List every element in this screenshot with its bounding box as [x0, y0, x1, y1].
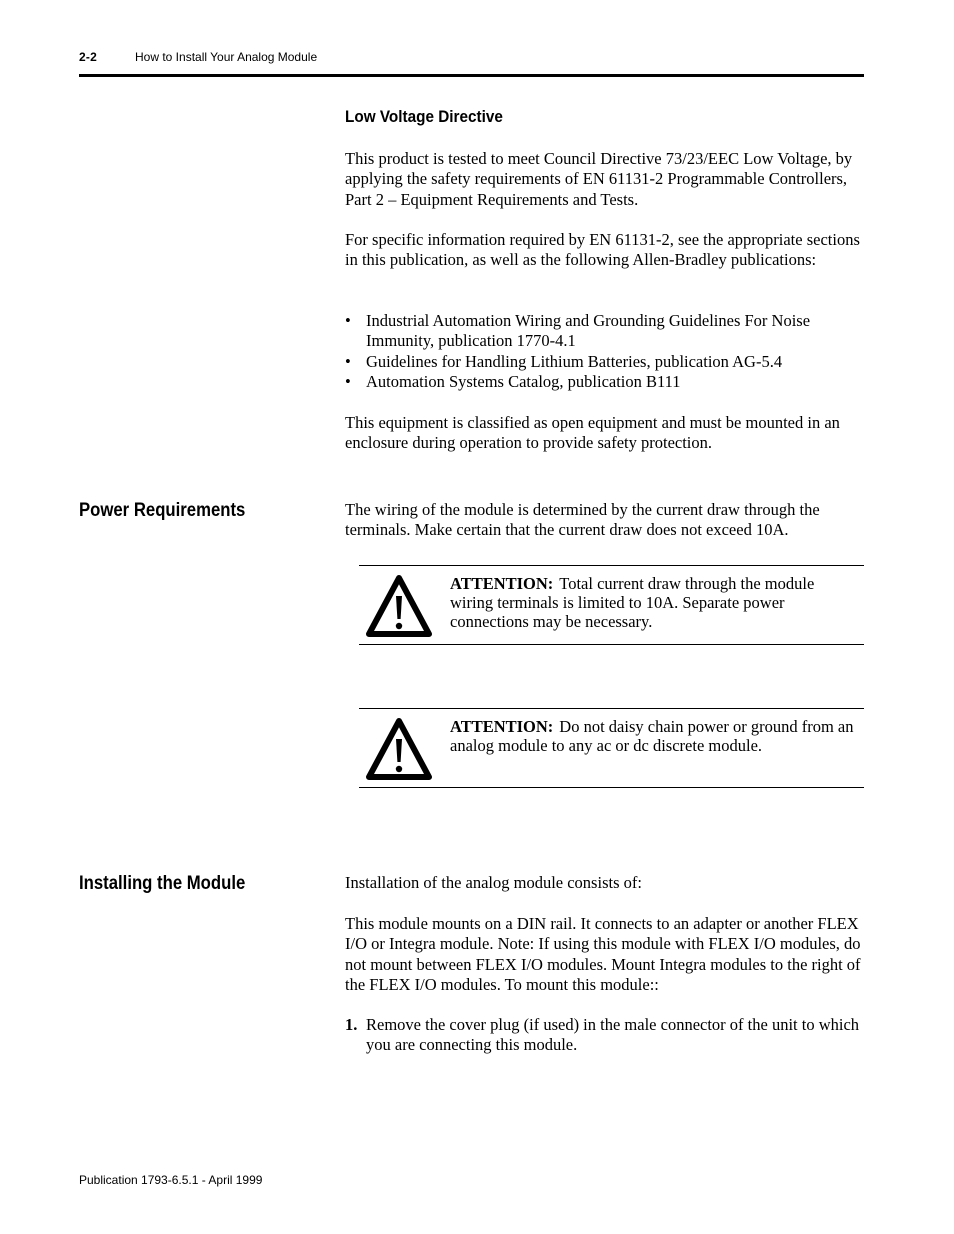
attention-message: Do not daisy chain power or ground from an analog module to any ac or dc discrete module. — [450, 717, 854, 755]
publication-footer: Publication 1793-6.5.1 - April 1999 — [79, 1173, 263, 1187]
installing-module-heading: Installing the Module — [79, 873, 246, 894]
power-requirements-paragraph: The wiring of the module is determined by the current draw through the terminals. Make certain that the current draw does not exceed 10A. — [345, 500, 820, 540]
list-item-text: Automation Systems Catalog, publication B111 — [366, 372, 681, 392]
installing-paragraph-1: Installation of the analog module consists of: — [345, 873, 642, 892]
bullet-icon: • — [345, 372, 351, 392]
step-number: 1. — [345, 1015, 358, 1034]
attention-text-1 — [450, 574, 860, 631]
attention-message: Total current draw through the module wiring terminals is limited to 10A. Separate power connections may be necessary. — [450, 574, 815, 631]
warning-triangle-icon — [365, 574, 433, 640]
page-header — [79, 50, 864, 77]
low-voltage-paragraph-3: This equipment is classified as open equipment and must be mounted in an enclosure during operation to provide safety protection. — [345, 413, 840, 453]
warning-triangle-icon — [365, 717, 433, 783]
step-1 — [345, 1015, 866, 1056]
power-requirements-heading: Power Requirements — [79, 500, 246, 521]
attention-label: ATTENTION: — [450, 717, 554, 736]
list-item — [345, 311, 845, 352]
bullet-icon: • — [345, 351, 351, 371]
installing-paragraph-2: This module mounts on a DIN rail. It connects to an adapter or another FLEX I/O or Integra module. Note: If using this module with FLEX I/O modules, do not mount between FLEX I/O modules. Mount Integra modules to the right of the FLEX I/O modules. To mount this module:: — [345, 914, 861, 995]
list-item-text: Industrial Automation Wiring and Grounding Guidelines For Noise Immunity, publication 1770-4.1 — [366, 311, 811, 351]
attention-text-2 — [450, 717, 860, 755]
attention-box-2 — [359, 708, 864, 788]
list-item — [345, 352, 845, 372]
low-voltage-heading: Low Voltage Directive — [345, 107, 503, 126]
step-text: Remove the cover plug (if used) in the male connector of the unit to which you are connecting this module. — [366, 1015, 860, 1055]
bullet-icon: • — [345, 311, 351, 330]
low-voltage-paragraph-2: For specific information required by EN 61131-2, see the appropriate sections in this publication, as well as the following Allen-Bradley publications: — [345, 230, 860, 270]
attention-box-1 — [359, 565, 864, 645]
attention-label: ATTENTION: — [450, 574, 554, 593]
low-voltage-paragraph-1: This product is tested to meet Council Directive 73/23/EEC Low Voltage, by applying the safety requirements of EN 61131-2 Programmable Controllers, Part 2 – Equipment Requirements and Tests. — [345, 149, 853, 209]
list-item-text: Guidelines for Handling Lithium Batteries, publication AG-5.4 — [366, 351, 783, 371]
list-item — [345, 372, 845, 392]
page-number: 2-2 — [79, 50, 97, 64]
publication-list — [345, 311, 845, 393]
running-title: How to Install Your Analog Module — [135, 50, 318, 64]
